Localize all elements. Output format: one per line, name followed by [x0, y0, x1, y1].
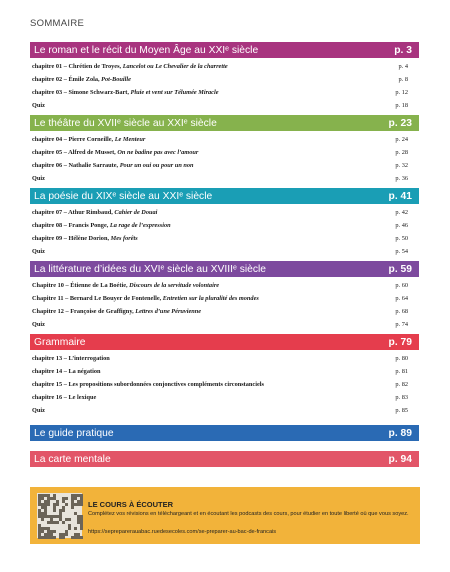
toc-entry[interactable] — [30, 305, 419, 318]
section-page: p. 23 — [388, 117, 412, 129]
entry-page: p. 12 — [395, 89, 408, 96]
banner-title: LE COURS À ÉCOUTER — [88, 500, 174, 509]
entry-work: On ne badine pas avec l’amour — [117, 149, 199, 156]
entry-author: Françoise de Graffigny, — [70, 308, 134, 315]
chapter-number: chapitre 03 — [32, 89, 63, 96]
entry-work: Mes forêts — [110, 235, 138, 242]
chapter-number: Quiz — [32, 321, 45, 328]
section-title: Le guide pratique — [34, 427, 114, 439]
entry-work: Pot-Bouille — [101, 76, 131, 83]
entry-work: Le Menteur — [114, 136, 146, 143]
section-header[interactable] — [30, 42, 419, 58]
toc-entry[interactable] — [30, 60, 419, 73]
entry-author: La négation — [68, 368, 101, 375]
section-title: La poésie du XIXᵉ siècle au XXIᵉ siècle — [34, 190, 213, 202]
entry-work: Pour un oui ou pour un non — [119, 162, 194, 169]
entry-page: p. 36 — [395, 175, 408, 182]
banner-url-link[interactable]: https://sepreparerauabac.ruedesecoles.com/se-preparer-au-bac-de-francais — [88, 529, 277, 535]
entry-page: p. 82 — [395, 381, 408, 388]
entry-label: Chapitre 11 – Bernard Le Bouyer de Fontenelle, Entretien sur la pluralité des mondes — [32, 295, 259, 302]
entry-work: Discours de la servitude volontaire — [129, 282, 220, 289]
qr-module — [80, 503, 83, 506]
banner-text: Complétez vos révisions en téléchargeant et en écoutant les podcasts des cours, pour étudier en toute liberté où que vous soyez. — [88, 511, 409, 517]
section-title: La littérature d’idées du XVIᵉ siècle au XVIIIᵉ siècle — [34, 263, 267, 275]
entry-page: p. 85 — [395, 407, 408, 414]
qr-module — [71, 506, 74, 509]
entry-work: Lettres d’une Péruvienne — [135, 308, 202, 315]
toc-entry[interactable] — [30, 391, 419, 404]
qr-module — [68, 518, 71, 521]
chapter-number: Chapitre 11 — [32, 295, 64, 302]
chapter-number: chapitre 04 — [32, 136, 63, 143]
toc-entry[interactable] — [30, 365, 419, 378]
section-header[interactable] — [30, 261, 419, 277]
toc-entry[interactable] — [30, 133, 419, 146]
qr-module — [47, 503, 50, 506]
qr-module — [53, 536, 56, 539]
entry-label — [32, 248, 45, 255]
entry-label: chapitre 13 – L’interrogation — [32, 355, 110, 362]
toc-entry[interactable] — [30, 219, 419, 232]
entry-page: p. 46 — [395, 222, 408, 229]
table-of-contents — [30, 42, 419, 467]
entry-page: p. 68 — [395, 308, 408, 315]
entry-label — [32, 102, 45, 109]
entry-page: p. 80 — [395, 355, 408, 362]
qr-module — [62, 521, 65, 524]
qr-module — [68, 527, 71, 530]
entry-label: chapitre 07 – Athur Rimbaud, Cahier de Douai — [32, 209, 158, 216]
entry-author: Athur Rimbaud, — [68, 209, 113, 216]
chapter-number: chapitre 16 — [32, 394, 63, 401]
toc-entry[interactable] — [30, 86, 419, 99]
entry-work: La rage de l’expression — [109, 222, 171, 229]
qr-module — [65, 503, 68, 506]
qr-module — [56, 503, 59, 506]
entry-page: p. 28 — [395, 149, 408, 156]
section-page: p. 94 — [388, 453, 412, 465]
toc-entry[interactable] — [30, 378, 419, 391]
section-page: p. 79 — [388, 336, 412, 348]
chapter-number: Chapitre 10 — [32, 282, 64, 289]
qr-module — [80, 536, 83, 539]
entry-author: Pierre Corneille, — [68, 136, 114, 143]
chapter-number: chapitre 13 — [32, 355, 63, 362]
entry-label: chapitre 01 – Chrétien de Troyes, Lancelot ou Le Chevalier de la charrette — [32, 63, 228, 70]
entry-page: p. 64 — [395, 295, 408, 302]
chapter-number: chapitre 14 — [32, 368, 63, 375]
chapter-number: chapitre 15 — [32, 381, 63, 388]
entry-label: chapitre 06 – Nathalie Sarraute, Pour un oui ou pour un non — [32, 162, 194, 169]
chapter-number: Quiz — [32, 102, 45, 109]
section-title: Le roman et le récit du Moyen Âge au XXIᵉ siècle — [34, 44, 259, 56]
entry-page: p. 32 — [395, 162, 408, 169]
entry-author: Le lexique — [68, 394, 97, 401]
entry-work: Pluie et vent sur Télumée Miracle — [130, 89, 219, 96]
qr-module — [74, 527, 77, 530]
entry-author: Nathalie Sarraute, — [68, 162, 119, 169]
entry-author: Chrétien de Troyes, — [68, 63, 122, 70]
entry-author: Francis Ponge, — [68, 222, 109, 229]
toc-entry[interactable] — [30, 232, 419, 245]
entry-page: p. 81 — [395, 368, 408, 375]
entry-author: Alfred de Musset, — [68, 149, 116, 156]
entry-label — [32, 321, 45, 328]
section-title: La carte mentale — [34, 453, 111, 465]
toc-entry[interactable] — [30, 292, 419, 305]
entry-author: Les propositions subordonnées conjonctives compléments circonstanciels — [68, 381, 264, 388]
chapter-number: chapitre 06 — [32, 162, 63, 169]
entry-page: p. 83 — [395, 394, 408, 401]
entry-label — [32, 407, 45, 414]
entry-page: p. 4 — [398, 63, 408, 70]
section-page: p. 89 — [388, 427, 412, 439]
section-title: Grammaire — [34, 336, 86, 348]
entry-page: p. 74 — [395, 321, 408, 328]
toc-quiz-entry[interactable] — [30, 245, 419, 258]
entry-work: Lancelot ou Le Chevalier de la charrette — [122, 63, 228, 70]
section-header[interactable] — [30, 425, 419, 441]
entry-label: chapitre 15 – Les propositions subordonnées conjonctives compléments circonstanciels — [32, 381, 264, 388]
entry-label: chapitre 05 – Alfred de Musset, On ne badine pas avec l’amour — [32, 149, 199, 156]
toc-quiz-entry[interactable] — [30, 318, 419, 331]
entry-label: Chapitre 10 – Étienne de La Boétie, Discours de la servitude volontaire — [32, 282, 220, 289]
toc-entry[interactable] — [30, 279, 419, 292]
qr-module — [62, 509, 65, 512]
chapter-number: Quiz — [32, 175, 45, 182]
section-page: p. 41 — [388, 190, 412, 202]
section-header[interactable] — [30, 115, 419, 131]
entry-label: Chapitre 12 – Françoise de Graffigny, Lettres d’une Péruvienne — [32, 308, 202, 315]
toc-entry[interactable] — [30, 146, 419, 159]
entry-author: Étienne de La Boétie, — [70, 282, 128, 289]
entry-label: chapitre 04 – Pierre Corneille, Le Menteur — [32, 136, 146, 143]
entry-label — [32, 175, 45, 182]
chapter-number: Quiz — [32, 407, 45, 414]
entry-label: chapitre 08 – Francis Ponge, La rage de l’expression — [32, 222, 171, 229]
section-title: Le théâtre du XVIIᵉ siècle au XXIᵉ siècle — [34, 117, 217, 129]
entry-author: Simone Schwarz-Bart, — [68, 89, 129, 96]
entry-label: chapitre 02 – Émile Zola, Pot-Bouille — [32, 76, 131, 83]
chapter-number: chapitre 07 — [32, 209, 63, 216]
qr-module — [56, 521, 59, 524]
entry-author: Bernard Le Bouyer de Fontenelle, — [69, 295, 162, 302]
qr-module — [53, 509, 56, 512]
qr-module — [62, 536, 65, 539]
section-header[interactable] — [30, 451, 419, 467]
toc-quiz-entry[interactable] — [30, 172, 419, 185]
section-header[interactable] — [30, 188, 419, 204]
toc-quiz-entry[interactable] — [30, 404, 419, 417]
chapter-number: chapitre 09 — [32, 235, 63, 242]
toc-entry[interactable] — [30, 206, 419, 219]
entry-page: p. 18 — [395, 102, 408, 109]
section-page: p. 59 — [388, 263, 412, 275]
entry-page: p. 50 — [395, 235, 408, 242]
page-title: SOMMAIRE — [30, 18, 85, 29]
entry-label: chapitre 09 – Hélène Dorion, Mes forêts — [32, 235, 138, 242]
entry-work: Cahier de Douai — [114, 209, 158, 216]
chapter-number: chapitre 02 — [32, 76, 63, 83]
entry-page: p. 8 — [398, 76, 408, 83]
chapter-number: chapitre 05 — [32, 149, 63, 156]
entry-author: Émile Zola, — [68, 76, 100, 83]
qr-module — [80, 527, 83, 530]
qr-module — [41, 518, 44, 521]
entry-label: chapitre 16 – Le lexique — [32, 394, 97, 401]
toc-entry[interactable] — [30, 352, 419, 365]
chapter-number: Quiz — [32, 248, 45, 255]
qr-module — [53, 530, 56, 533]
entry-page: p. 60 — [395, 282, 408, 289]
qr-module — [65, 533, 68, 536]
qr-module — [65, 497, 68, 500]
toc-quiz-entry[interactable] — [30, 99, 419, 112]
chapter-number: chapitre 08 — [32, 222, 63, 229]
entry-label: chapitre 03 – Simone Schwarz-Bart, Pluie et vent sur Télumée Miracle — [32, 89, 219, 96]
section-page: p. 3 — [394, 44, 412, 56]
section-header[interactable] — [30, 334, 419, 350]
entry-author: Hélène Dorion, — [68, 235, 110, 242]
qr-code-icon[interactable] — [37, 493, 82, 538]
chapter-number: chapitre 01 — [32, 63, 63, 70]
podcast-banner — [30, 487, 420, 544]
entry-author: L’interrogation — [68, 355, 110, 362]
toc-entry[interactable] — [30, 159, 419, 172]
entry-page: p. 42 — [395, 209, 408, 216]
entry-label: chapitre 14 – La négation — [32, 368, 101, 375]
entry-work: Entretien sur la pluralité des mondes — [162, 295, 259, 302]
toc-entry[interactable] — [30, 73, 419, 86]
entry-page: p. 54 — [395, 248, 408, 255]
chapter-number: Chapitre 12 — [32, 308, 64, 315]
entry-page: p. 24 — [395, 136, 408, 143]
